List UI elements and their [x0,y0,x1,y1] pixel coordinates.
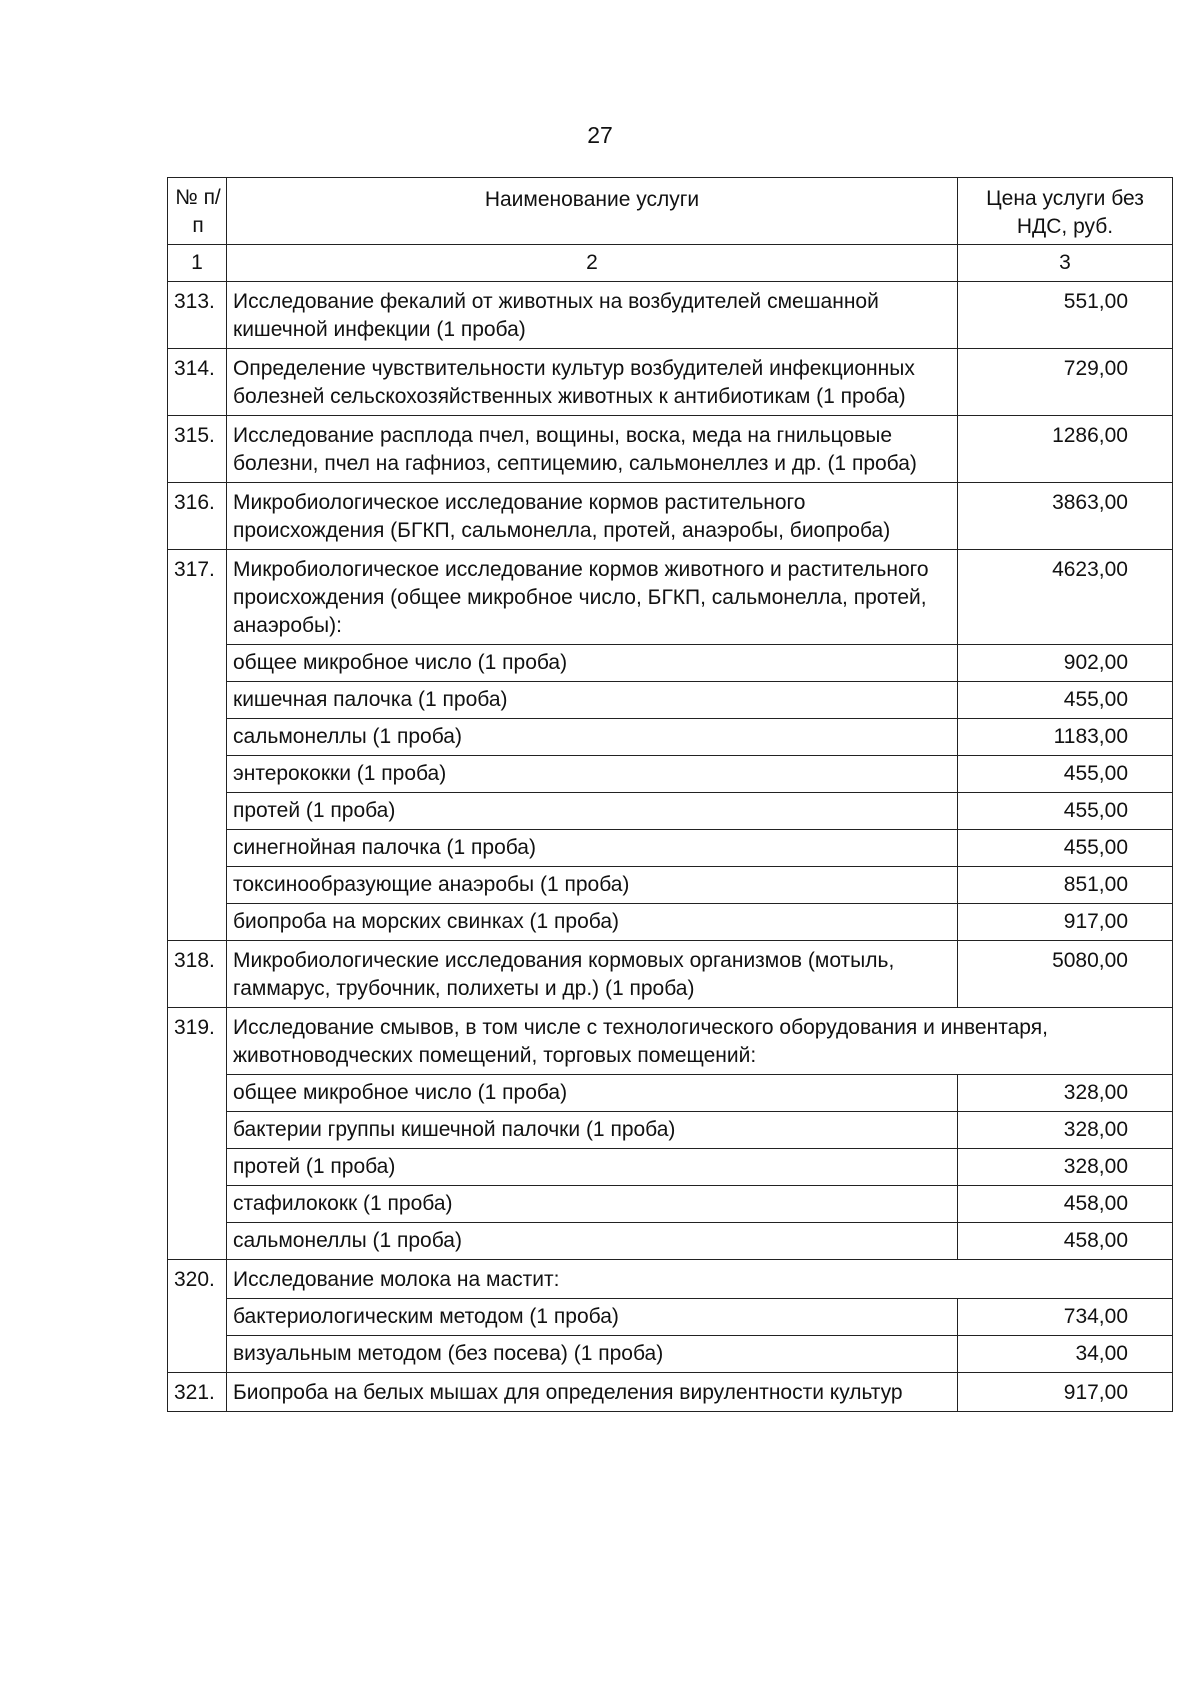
row-number: 321. [168,1373,227,1412]
table-row [168,941,1173,1008]
service-price: 917,00 [958,1373,1173,1412]
subservice-price: 455,00 [958,830,1173,867]
row-number: 320. [168,1260,227,1373]
subservice-name: биопроба на морских свинках (1 проба) [227,904,958,941]
subservice-name: токсинообразующие анаэробы (1 проба) [227,867,958,904]
subservice-name: общее микробное число (1 проба) [227,645,958,682]
header-name: Наименование услуги [227,178,958,245]
service-price: 3863,00 [958,483,1173,550]
subservice-name: протей (1 проба) [227,793,958,830]
column-number-row [168,245,1173,282]
colnum-1: 1 [168,245,227,282]
service-name: Микробиологические исследования кормовых организмов (мотыль, гаммарус, трубочник, полихеты и др.) (1 проба) [227,941,958,1008]
service-name: Определение чувствительности культур возбудителей инфекционных болезней сельскохозяйственных животных к антибиотикам (1 проба) [227,349,958,416]
subservice-price: 917,00 [958,904,1173,941]
service-price: 1286,00 [958,416,1173,483]
subservice-price: 455,00 [958,793,1173,830]
table-subrow [168,719,1173,756]
table-row [168,282,1173,349]
table-body [168,282,1173,1412]
table-subrow [168,756,1173,793]
table-row [168,349,1173,416]
subservice-name: бактерии группы кишечной палочки (1 проба) [227,1112,958,1149]
row-number: 319. [168,1008,227,1260]
subservice-price: 455,00 [958,682,1173,719]
colnum-3: 3 [958,245,1173,282]
table-subrow [168,830,1173,867]
subservice-price: 902,00 [958,645,1173,682]
subservice-price: 455,00 [958,756,1173,793]
table-subrow [168,867,1173,904]
subservice-price: 328,00 [958,1075,1173,1112]
table-subrow [168,1299,1173,1336]
table-subrow [168,1336,1173,1373]
subservice-name: протей (1 проба) [227,1149,958,1186]
subservice-name: энтерококки (1 проба) [227,756,958,793]
row-number: 318. [168,941,227,1008]
table-subrow [168,682,1173,719]
table-subrow [168,645,1173,682]
row-number: 316. [168,483,227,550]
subservice-price: 328,00 [958,1112,1173,1149]
subservice-name: визуальным методом (без посева) (1 проба) [227,1336,958,1373]
row-number: 315. [168,416,227,483]
subservice-price: 851,00 [958,867,1173,904]
table-row [168,1260,1173,1299]
service-price: 5080,00 [958,941,1173,1008]
subservice-name: бактериологическим методом (1 проба) [227,1299,958,1336]
service-name: Исследование расплода пчел, вощины, воска, меда на гнильцовые болезни, пчел на гафниоз, септицемию, сальмонеллез и др. (1 проба) [227,416,958,483]
header-num: № п/п [168,178,227,245]
header-price: Цена услуги без НДС, руб. [958,178,1173,245]
service-name: Исследование смывов, в том числе с технологического оборудования и инвентаря, животноводческих помещений, торговых помещений: [227,1008,1173,1075]
service-price: 551,00 [958,282,1173,349]
table-subrow [168,1075,1173,1112]
row-number: 313. [168,282,227,349]
table-subrow [168,1223,1173,1260]
service-name: Микробиологическое исследование кормов животного и растительного происхождения (общее микробное число, БГКП, сальмонелла, протей, анаэробы): [227,550,958,645]
table-row [168,550,1173,645]
service-price: 729,00 [958,349,1173,416]
subservice-price: 458,00 [958,1186,1173,1223]
table-subrow [168,1112,1173,1149]
subservice-name: стафилококк (1 проба) [227,1186,958,1223]
service-name: Биопроба на белых мышах для определения вирулентности культур [227,1373,958,1412]
table-row [168,1373,1173,1412]
service-name: Исследование фекалий от животных на возбудителей смешанной кишечной инфекции (1 проба) [227,282,958,349]
table-subrow [168,1149,1173,1186]
row-number: 314. [168,349,227,416]
subservice-name: сальмонеллы (1 проба) [227,1223,958,1260]
table-header-row [168,178,1173,245]
service-name: Исследование молока на мастит: [227,1260,1173,1299]
colnum-2: 2 [227,245,958,282]
table-row [168,416,1173,483]
service-name: Микробиологическое исследование кормов растительного происхождения (БГКП, сальмонелла, протей, анаэробы, биопроба) [227,483,958,550]
subservice-name: общее микробное число (1 проба) [227,1075,958,1112]
table-subrow [168,904,1173,941]
subservice-price: 458,00 [958,1223,1173,1260]
page-number: 27 [587,122,613,148]
subservice-price: 34,00 [958,1336,1173,1373]
table-subrow [168,793,1173,830]
table-row [168,483,1173,550]
service-price: 4623,00 [958,550,1173,645]
subservice-price: 1183,00 [958,719,1173,756]
subservice-price: 328,00 [958,1149,1173,1186]
table-row [168,1008,1173,1075]
table-subrow [168,1186,1173,1223]
row-number: 317. [168,550,227,941]
subservice-name: синегнойная палочка (1 проба) [227,830,958,867]
subservice-name: кишечная палочка (1 проба) [227,682,958,719]
subservice-price: 734,00 [958,1299,1173,1336]
subservice-name: сальмонеллы (1 проба) [227,719,958,756]
price-table [167,177,1173,1412]
